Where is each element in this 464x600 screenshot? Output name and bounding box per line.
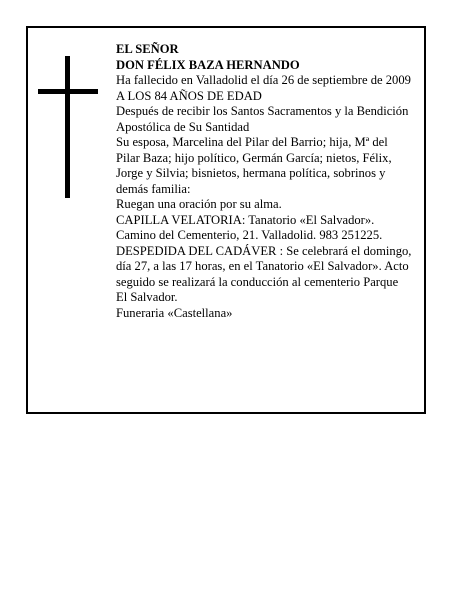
- age-statement: A LOS 84 AÑOS DE EDAD: [116, 88, 262, 103]
- prayer-request: Ruegan una oración por su alma.: [116, 197, 282, 211]
- notice-text: [116, 42, 412, 321]
- cross-icon: [38, 56, 98, 198]
- chapel-info: CAPILLA VELATORIA: Tanatorio «El Salvador». Camino del Cementerio, 21. Valladolid. 983 251225.: [116, 212, 383, 242]
- funeral-home: Funeraria «Castellana»: [116, 305, 233, 320]
- obituary-notice: [26, 26, 426, 414]
- title-line-1: EL SEÑOR: [116, 42, 179, 56]
- cross-vertical-bar: [65, 56, 70, 198]
- sacraments-statement: Después de recibir los Santos Sacramentos y la Bendición Apostólica de Su Santidad: [116, 104, 409, 134]
- farewell-info: DESPEDIDA DEL CADÁVER : Se celebrará el domingo, día 27, a las 17 horas, en el Tanatorio «El Salvador». Acto seguido se realizará la conducción al cementerio Parque El Salvador.: [116, 243, 412, 304]
- deceased-name: DON FÉLIX BAZA HERNANDO: [116, 57, 300, 72]
- death-statement: Ha fallecido en Valladolid el día 26 de septiembre de 2009: [116, 73, 411, 87]
- cross-horizontal-bar: [38, 89, 98, 94]
- family-list: Su esposa, Marcelina del Pilar del Barrio; hija, Mª del Pilar Baza; hijo político, Germán García; nietos, Félix, Jorge y Silvia; bisnietos, hermana política, sobrinos y demás familia:: [116, 135, 392, 196]
